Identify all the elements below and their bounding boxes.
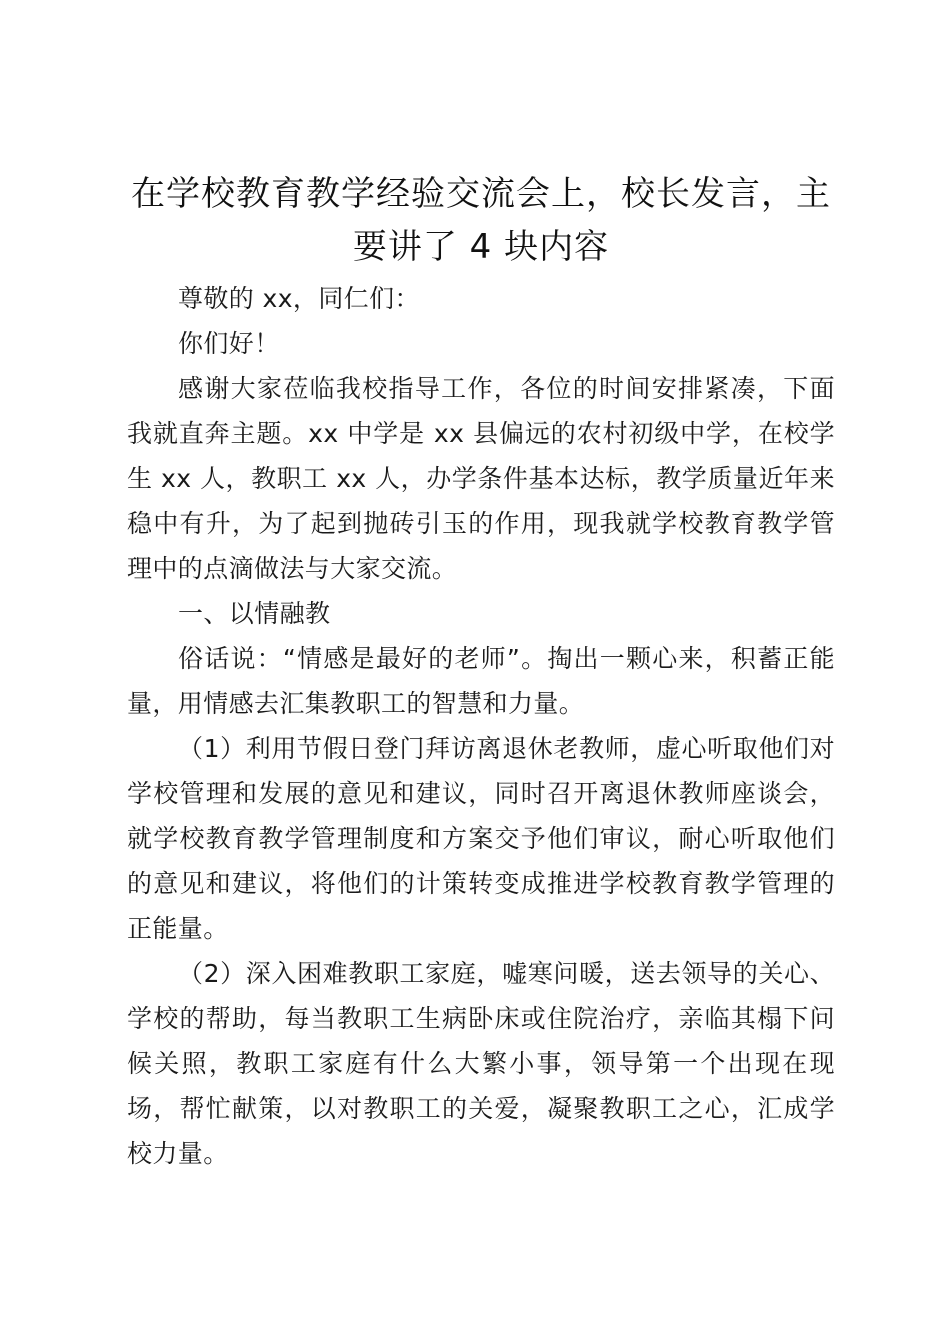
salutation: 尊敬的 xx，同仁们： xyxy=(178,284,420,313)
intro-paragraph: 感谢大家莅临我校指导工作，各位的时间安排紧凑，下面我就直奔主题。xx 中学是 xx 县偏远的农村初级中学，在校学生 xx 人，教职工 xx 人，办学条件基本达标，教学质量近年来稳中有升，为了起到抛砖引玉的作用，现我就学校教育教学管理中的点滴做法与大家交流。 xyxy=(127,374,835,583)
document-title: 在学校教育教学经验交流会上，校长发言，主要讲了 4 块内容 xyxy=(131,174,831,267)
item-2-paragraph: （2）深入困难教职工家庭，嘘寒问暖，送去领导的关心、学校的帮助，每当教职工生病卧床或住院治疗，亲临其榻下问候关照，教职工家庭有什么大繁小事，领导第一个出现在现场，帮忙献策，以对教职工的关爱，凝聚教职工之心，汇成学校力量。 xyxy=(127,959,835,1168)
greeting: 你们好！ xyxy=(178,329,280,358)
section-1-paragraph: 俗话说：“情感是最好的老师”。掏出一颗心来，积蓄正能量，用情感去汇集教职工的智慧和力量。 xyxy=(127,644,835,718)
document-body xyxy=(127,168,835,1176)
section-heading-1: 一、以情融教 xyxy=(178,599,331,628)
item-1-paragraph: （1）利用节假日登门拜访离退休老教师，虚心听取他们对学校管理和发展的意见和建议，同时召开离退休教师座谈会，就学校教育教学管理制度和方案交予他们审议，耐心听取他们的意见和建议，将他们的计策转变成推进学校教育教学管理的正能量。 xyxy=(127,734,835,943)
